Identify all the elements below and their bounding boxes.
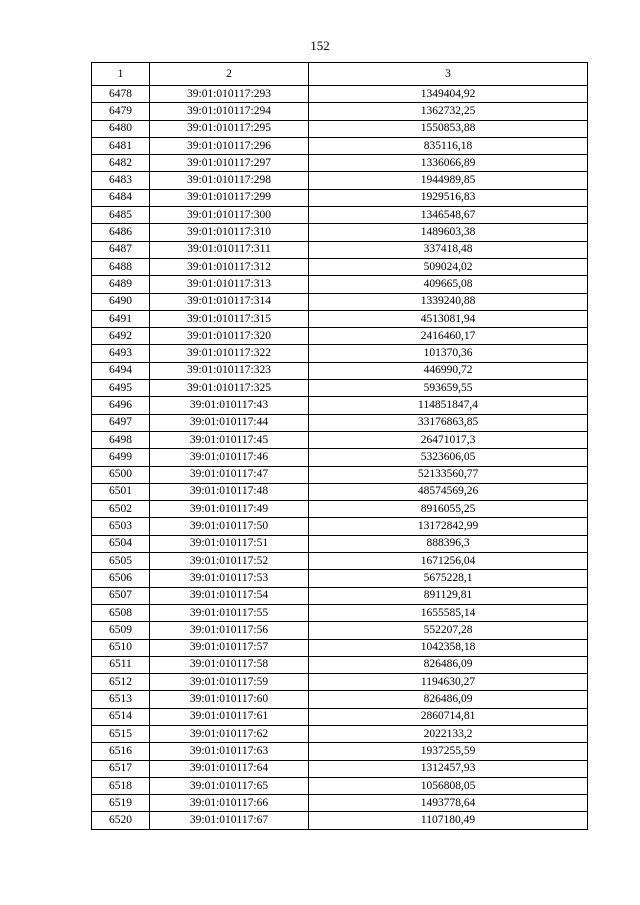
table-row: [92, 431, 588, 448]
cadastral-number-cell: 39:01:010117:293: [150, 86, 309, 103]
table-row: [92, 483, 588, 500]
value-cell: 52133560,77: [309, 466, 588, 483]
cadastral-number-cell: 39:01:010117:44: [150, 414, 309, 431]
cadastral-number-cell: 39:01:010117:300: [150, 207, 309, 224]
cadastral-number-cell: 39:01:010117:63: [150, 743, 309, 760]
row-number-cell: 6516: [92, 743, 150, 760]
cadastral-number-cell: 39:01:010117:67: [150, 812, 309, 829]
row-number-cell: 6493: [92, 345, 150, 362]
row-number-cell: 6503: [92, 518, 150, 535]
row-number-cell: 6507: [92, 587, 150, 604]
cadastral-number-cell: 39:01:010117:61: [150, 708, 309, 725]
table-row: [92, 207, 588, 224]
table-row: [92, 397, 588, 414]
table-row: [92, 380, 588, 397]
value-cell: 593659,55: [309, 380, 588, 397]
cadastral-number-cell: 39:01:010117:311: [150, 241, 309, 258]
row-number-cell: 6508: [92, 604, 150, 621]
cadastral-value-table: [91, 62, 588, 830]
value-cell: 1056808,05: [309, 777, 588, 794]
value-cell: 446990,72: [309, 362, 588, 379]
row-number-cell: 6519: [92, 795, 150, 812]
value-cell: 1489603,38: [309, 224, 588, 241]
cadastral-number-cell: 39:01:010117:50: [150, 518, 309, 535]
cadastral-number-cell: 39:01:010117:65: [150, 777, 309, 794]
cadastral-number-cell: 39:01:010117:313: [150, 276, 309, 293]
value-cell: 1042358,18: [309, 639, 588, 656]
cadastral-number-cell: 39:01:010117:299: [150, 189, 309, 206]
value-cell: 1362732,25: [309, 103, 588, 120]
value-cell: 2860714,81: [309, 708, 588, 725]
row-number-cell: 6495: [92, 380, 150, 397]
table-row: [92, 795, 588, 812]
value-cell: 1655585,14: [309, 604, 588, 621]
value-cell: 1336066,89: [309, 155, 588, 172]
value-cell: 888396,3: [309, 535, 588, 552]
cadastral-number-cell: 39:01:010117:66: [150, 795, 309, 812]
value-cell: 1929516,83: [309, 189, 588, 206]
column-header-number: 1: [92, 63, 150, 86]
table-body: [92, 86, 588, 830]
cadastral-number-cell: 39:01:010117:46: [150, 449, 309, 466]
value-cell: 1339240,88: [309, 293, 588, 310]
value-cell: 2022133,2: [309, 725, 588, 742]
table-row: [92, 587, 588, 604]
row-number-cell: 6515: [92, 725, 150, 742]
table-row: [92, 414, 588, 431]
row-number-cell: 6502: [92, 501, 150, 518]
cadastral-number-cell: 39:01:010117:54: [150, 587, 309, 604]
table-row: [92, 137, 588, 154]
table-row: [92, 622, 588, 639]
row-number-cell: 6504: [92, 535, 150, 552]
table-row: [92, 708, 588, 725]
table-row: [92, 725, 588, 742]
row-number-cell: 6496: [92, 397, 150, 414]
value-cell: 2416460,17: [309, 328, 588, 345]
table-row: [92, 189, 588, 206]
value-cell: 552207,28: [309, 622, 588, 639]
value-cell: 835116,18: [309, 137, 588, 154]
table-row: [92, 639, 588, 656]
cadastral-number-cell: 39:01:010117:52: [150, 553, 309, 570]
value-cell: 826486,09: [309, 656, 588, 673]
table-row: [92, 103, 588, 120]
cadastral-number-cell: 39:01:010117:320: [150, 328, 309, 345]
table-row: [92, 120, 588, 137]
value-cell: 826486,09: [309, 691, 588, 708]
value-cell: 409665,08: [309, 276, 588, 293]
value-cell: 1194630,27: [309, 674, 588, 691]
row-number-cell: 6486: [92, 224, 150, 241]
cadastral-number-cell: 39:01:010117:60: [150, 691, 309, 708]
cadastral-number-cell: 39:01:010117:49: [150, 501, 309, 518]
row-number-cell: 6520: [92, 812, 150, 829]
row-number-cell: 6481: [92, 137, 150, 154]
table-row: [92, 172, 588, 189]
value-cell: 1107180,49: [309, 812, 588, 829]
row-number-cell: 6482: [92, 155, 150, 172]
row-number-cell: 6479: [92, 103, 150, 120]
value-cell: 1937255,59: [309, 743, 588, 760]
table-row: [92, 328, 588, 345]
table-row: [92, 224, 588, 241]
cadastral-number-cell: 39:01:010117:64: [150, 760, 309, 777]
row-number-cell: 6478: [92, 86, 150, 103]
cadastral-number-cell: 39:01:010117:325: [150, 380, 309, 397]
row-number-cell: 6490: [92, 293, 150, 310]
row-number-cell: 6517: [92, 760, 150, 777]
cadastral-number-cell: 39:01:010117:58: [150, 656, 309, 673]
table-row: [92, 570, 588, 587]
table-row: [92, 258, 588, 275]
table-row: [92, 656, 588, 673]
value-cell: 26471017,3: [309, 431, 588, 448]
table-row: [92, 449, 588, 466]
cadastral-number-cell: 39:01:010117:47: [150, 466, 309, 483]
table-row: [92, 310, 588, 327]
row-number-cell: 6498: [92, 431, 150, 448]
value-cell: 33176863,85: [309, 414, 588, 431]
value-cell: 1493778,64: [309, 795, 588, 812]
table-row: [92, 276, 588, 293]
row-number-cell: 6506: [92, 570, 150, 587]
row-number-cell: 6494: [92, 362, 150, 379]
table-row: [92, 466, 588, 483]
row-number-cell: 6513: [92, 691, 150, 708]
page-number: 152: [310, 38, 330, 53]
cadastral-number-cell: 39:01:010117:45: [150, 431, 309, 448]
table-row: [92, 518, 588, 535]
table-header-row: [92, 63, 588, 86]
cadastral-number-cell: 39:01:010117:315: [150, 310, 309, 327]
cadastral-number-cell: 39:01:010117:310: [150, 224, 309, 241]
value-cell: 1550853,88: [309, 120, 588, 137]
cadastral-number-cell: 39:01:010117:43: [150, 397, 309, 414]
row-number-cell: 6497: [92, 414, 150, 431]
value-cell: 1349404,92: [309, 86, 588, 103]
value-cell: 13172842,99: [309, 518, 588, 535]
value-cell: 5323606,05: [309, 449, 588, 466]
value-cell: 4513081,94: [309, 310, 588, 327]
table-row: [92, 241, 588, 258]
cadastral-number-cell: 39:01:010117:57: [150, 639, 309, 656]
value-cell: 891129,81: [309, 587, 588, 604]
row-number-cell: 6501: [92, 483, 150, 500]
table-row: [92, 604, 588, 621]
value-cell: 1346548,67: [309, 207, 588, 224]
column-header-cadastral-number: 2: [150, 63, 309, 86]
row-number-cell: 6484: [92, 189, 150, 206]
table-row: [92, 777, 588, 794]
cadastral-number-cell: 39:01:010117:295: [150, 120, 309, 137]
row-number-cell: 6487: [92, 241, 150, 258]
cadastral-number-cell: 39:01:010117:322: [150, 345, 309, 362]
row-number-cell: 6518: [92, 777, 150, 794]
column-header-value: 3: [309, 63, 588, 86]
table-row: [92, 155, 588, 172]
table-row: [92, 86, 588, 103]
value-cell: 8916055,25: [309, 501, 588, 518]
row-number-cell: 6499: [92, 449, 150, 466]
cadastral-number-cell: 39:01:010117:298: [150, 172, 309, 189]
cadastral-number-cell: 39:01:010117:48: [150, 483, 309, 500]
row-number-cell: 6511: [92, 656, 150, 673]
table-row: [92, 362, 588, 379]
table-row: [92, 535, 588, 552]
value-cell: 337418,48: [309, 241, 588, 258]
row-number-cell: 6488: [92, 258, 150, 275]
value-cell: 1944989,85: [309, 172, 588, 189]
row-number-cell: 6485: [92, 207, 150, 224]
row-number-cell: 6491: [92, 310, 150, 327]
value-cell: 1671256,04: [309, 553, 588, 570]
cadastral-number-cell: 39:01:010117:59: [150, 674, 309, 691]
value-cell: 114851847,4: [309, 397, 588, 414]
cadastral-number-cell: 39:01:010117:294: [150, 103, 309, 120]
row-number-cell: 6492: [92, 328, 150, 345]
table-row: [92, 553, 588, 570]
value-cell: 509024,02: [309, 258, 588, 275]
table-row: [92, 812, 588, 829]
row-number-cell: 6505: [92, 553, 150, 570]
cadastral-number-cell: 39:01:010117:62: [150, 725, 309, 742]
cadastral-number-cell: 39:01:010117:56: [150, 622, 309, 639]
row-number-cell: 6483: [92, 172, 150, 189]
table-row: [92, 691, 588, 708]
table-row: [92, 345, 588, 362]
value-cell: 48574569,26: [309, 483, 588, 500]
cadastral-number-cell: 39:01:010117:314: [150, 293, 309, 310]
row-number-cell: 6512: [92, 674, 150, 691]
table-row: [92, 674, 588, 691]
table-row: [92, 743, 588, 760]
table-row: [92, 501, 588, 518]
cadastral-number-cell: 39:01:010117:53: [150, 570, 309, 587]
value-cell: 5675228,1: [309, 570, 588, 587]
value-cell: 101370,36: [309, 345, 588, 362]
table-row: [92, 293, 588, 310]
row-number-cell: 6500: [92, 466, 150, 483]
row-number-cell: 6510: [92, 639, 150, 656]
row-number-cell: 6514: [92, 708, 150, 725]
row-number-cell: 6480: [92, 120, 150, 137]
cadastral-number-cell: 39:01:010117:51: [150, 535, 309, 552]
cadastral-number-cell: 39:01:010117:297: [150, 155, 309, 172]
cadastral-number-cell: 39:01:010117:55: [150, 604, 309, 621]
value-cell: 1312457,93: [309, 760, 588, 777]
cadastral-number-cell: 39:01:010117:296: [150, 137, 309, 154]
row-number-cell: 6489: [92, 276, 150, 293]
cadastral-number-cell: 39:01:010117:323: [150, 362, 309, 379]
cadastral-number-cell: 39:01:010117:312: [150, 258, 309, 275]
table-row: [92, 760, 588, 777]
row-number-cell: 6509: [92, 622, 150, 639]
